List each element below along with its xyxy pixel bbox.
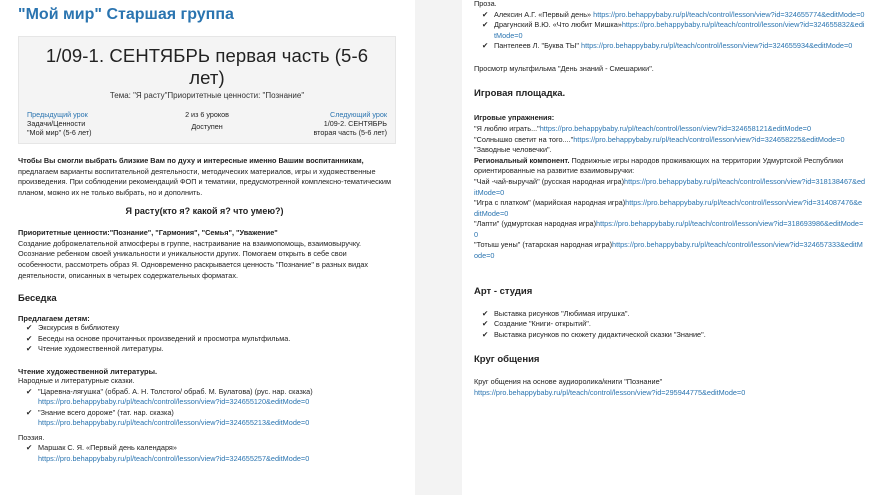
next-lesson-line1: 1/09-2. СЕНТЯБРЬ	[323, 119, 387, 128]
lesson-title: 1/09-1. СЕНТЯБРЬ первая часть (5-6 лет)	[45, 45, 369, 88]
check-icon: ✔	[482, 329, 489, 339]
poetry-heading: Поэзия.	[18, 432, 45, 442]
game-2	[474, 198, 866, 219]
game-text: "Чай -чай-выручай" (русская народная игра)	[474, 176, 625, 186]
intro-bold: Чтобы Вы смогли выбрать близкие Вам по духу и интересные именно Вашим воспитанникам,	[18, 156, 364, 165]
circle-content	[474, 377, 866, 398]
list-item	[482, 10, 866, 21]
lesson-progress	[152, 110, 262, 137]
list-item	[26, 334, 391, 345]
prose-heading: Проза.	[474, 0, 497, 8]
check-icon: ✔	[26, 407, 33, 417]
check-icon: ✔	[26, 323, 33, 333]
lesson-link[interactable]: https://pro.behappybaby.ru/pl/teach/control/lesson/view?id=318138467&editMode=0	[474, 176, 866, 197]
lesson-navigation	[27, 110, 387, 137]
playground-content	[474, 113, 866, 261]
lesson-link[interactable]: https://pro.behappybaby.ru/pl/teach/control/lesson/view?id=314087476&editMode=0	[474, 198, 863, 218]
game-4	[474, 240, 866, 261]
list-item	[482, 330, 866, 341]
lesson-link[interactable]: https://pro.behappybaby.ru/pl/teach/control/lesson/view?id=324658225&editMode=0	[573, 134, 845, 144]
values-text: Создание доброжелательной атмосферы в группе, настраивание на взаимопомощь, взаимовыручку. Осознание ребенком своей уникальности и уникальности других. Помогаем открыть в себе свои особенности, рассмотреть образ Я. Одновременно раскрывается ценность "Познание" в разных видах деятельности, описанных в четырех содержательных форматах.	[18, 238, 369, 280]
art-list	[474, 309, 866, 341]
list-item-text: Экскурсия в библиотеку	[38, 323, 120, 333]
check-icon: ✔	[482, 308, 489, 318]
playground-heading: Игровая площадка.	[474, 88, 566, 100]
list-item-text: Пантелеев Л. "Буква ТЫ"	[494, 41, 579, 51]
game-text: "Тотыш уены" (татарская народная игра)	[474, 240, 613, 250]
list-item-text: Драгунский В.Ю. «Что любит Мишка»	[494, 20, 622, 30]
circle-text: Круг общения на основе аудиоролика/книги "Познание"	[474, 377, 663, 387]
list-item	[482, 41, 866, 52]
offer-heading: Предлагаем детям:	[18, 314, 90, 324]
list-item-text: Выставка рисунков по сюжету дидактической сказки "Знание".	[494, 329, 706, 339]
next-lesson-link[interactable]	[277, 110, 387, 137]
lesson-theme: Тема: "Я расту"Приоритетные ценности: "Познание"	[109, 91, 305, 100]
list-item	[26, 344, 391, 355]
poetry-list	[18, 443, 391, 464]
intro-paragraph	[18, 156, 392, 198]
lesson-header-box	[18, 36, 396, 144]
list-item	[482, 319, 866, 330]
list-item-text: Алексин А.Г. «Первый день»	[494, 9, 592, 19]
list-item	[482, 309, 866, 320]
exercise-text: "Я люблю играть..."	[474, 124, 540, 134]
lesson-link[interactable]: https://pro.behappybaby.ru/pl/teach/control/lesson/view?id=324655934&editMode=0	[581, 41, 853, 51]
folk-heading: Народные и литературные сказки.	[18, 375, 135, 385]
check-icon: ✔	[26, 333, 33, 343]
game-1	[474, 177, 866, 198]
list-item-text: Создание "Книги- открытий".	[494, 319, 591, 329]
check-icon: ✔	[482, 20, 489, 30]
prose-list	[474, 10, 866, 52]
lesson-counter: 2 из 6 уроков	[185, 110, 229, 119]
values-paragraph	[18, 228, 392, 281]
next-lesson-label[interactable]: Следующий урок	[330, 110, 387, 119]
list-item-text: Маршак С. Я. «Первый день календаря»	[38, 443, 177, 453]
regional-heading: Региональный компонент.	[474, 155, 570, 165]
cartoon-text: Просмотр мультфильма "День знаний - Смешарики".	[474, 63, 654, 73]
regional-component	[474, 156, 866, 177]
game-3	[474, 219, 866, 240]
group-title: "Мой мир" Старшая группа	[18, 6, 234, 23]
conversation-list	[18, 323, 391, 355]
lesson-link[interactable]: https://pro.behappybaby.ru/pl/teach/control/lesson/view?id=324657333&editMode=0	[474, 240, 863, 260]
lesson-link[interactable]: https://pro.behappybaby.ru/pl/teach/control/lesson/view?id=324655774&editMode=0	[593, 9, 865, 19]
list-item-text: Беседы на основе прочитанных произведений и просмотра мультфильма.	[38, 333, 291, 343]
lesson-link[interactable]: https://pro.behappybaby.ru/pl/teach/control/lesson/view?id=324655257&editMode=0	[38, 453, 310, 463]
lesson-link[interactable]: https://pro.behappybaby.ru/pl/teach/control/lesson/view?id=324655213&editMode=0	[38, 418, 310, 428]
exercise-1	[474, 124, 866, 135]
intro-text: предлагаем варианты воспитательной деятельности, методических материалов, игры и художественные произведения. При соблюдении рекомендаций ФОП и тематики, предусмотренной комплексно-тематическим планом, можно их не только выбрать, но и дополнить.	[18, 166, 392, 197]
circle-heading: Круг общения	[474, 354, 540, 366]
list-item	[26, 443, 391, 464]
prev-lesson-line1: Задачи/Ценности	[27, 119, 86, 128]
left-column	[0, 0, 415, 495]
lesson-link[interactable]: https://pro.behappybaby.ru/pl/teach/control/lesson/view?id=324655832&editMode=0	[494, 20, 865, 40]
list-item	[482, 20, 866, 41]
tagline: Я расту(кто я? какой я? что умею?)	[125, 206, 284, 217]
lesson-status: Доступен	[191, 122, 223, 131]
exercise-2	[474, 135, 866, 146]
check-icon: ✔	[26, 386, 33, 396]
folk-list	[18, 387, 391, 429]
reading-heading: Чтение художественной литературы.	[18, 366, 158, 376]
check-icon: ✔	[482, 9, 489, 19]
check-icon: ✔	[26, 344, 33, 354]
right-column	[462, 0, 880, 495]
regional-text: Подвижные игры народов проживающих на территории Удмуртской Республики ориентированные на развитие взаимовыручки:	[474, 155, 844, 176]
list-item-text: "Царевна-лягушка" (обраб. А. Н. Толстого/ обраб. М. Булатова) (рус. нар. сказка)	[38, 386, 313, 396]
list-item-text: Выставка рисунков "Любимая игрушка".	[494, 308, 630, 318]
check-icon: ✔	[26, 443, 33, 453]
prev-lesson-label[interactable]: Предыдущий урок	[27, 110, 88, 119]
lesson-link[interactable]: https://pro.behappybaby.ru/pl/teach/control/lesson/view?id=295944775&editMode=0	[474, 387, 746, 397]
next-lesson-line2: вторая часть (5-6 лет)	[313, 128, 387, 137]
lesson-link[interactable]: https://pro.behappybaby.ru/pl/teach/control/lesson/view?id=324658121&editMode=0	[539, 124, 812, 134]
art-heading: Арт - студия	[474, 285, 533, 297]
list-item	[26, 387, 391, 408]
values-heading: Приоритетные ценности:"Познание", "Гармония", "Семья", "Уважение"	[18, 228, 278, 238]
list-item-text: Чтение художественной литературы.	[38, 344, 164, 354]
prev-lesson-link[interactable]	[27, 110, 137, 137]
list-item	[26, 323, 391, 334]
check-icon: ✔	[482, 41, 489, 51]
prev-lesson-line2: "Мой мир" (5-6 лет)	[27, 128, 92, 137]
lesson-link[interactable]: https://pro.behappybaby.ru/pl/teach/control/lesson/view?id=318693986&editMode=0	[474, 219, 864, 239]
exercise-text: "Солнышко светит на того...."	[474, 134, 574, 144]
lesson-link[interactable]: https://pro.behappybaby.ru/pl/teach/control/lesson/view?id=324655120&editMode=0	[38, 397, 310, 407]
game-text: "Игра с платком" (марийская народная игра)	[474, 198, 626, 208]
list-item	[26, 408, 391, 429]
exercises-heading: Игровые упражнения:	[474, 113, 555, 123]
check-icon: ✔	[482, 319, 489, 329]
game-text: "Лапти" (удмуртская народная игра)	[474, 219, 597, 229]
conversation-heading: Беседка	[18, 293, 57, 305]
exercise-3: "Заводные человечки".	[474, 145, 552, 155]
list-item-text: "Знание всего дороже" (тат. нар. сказка)	[38, 407, 174, 417]
